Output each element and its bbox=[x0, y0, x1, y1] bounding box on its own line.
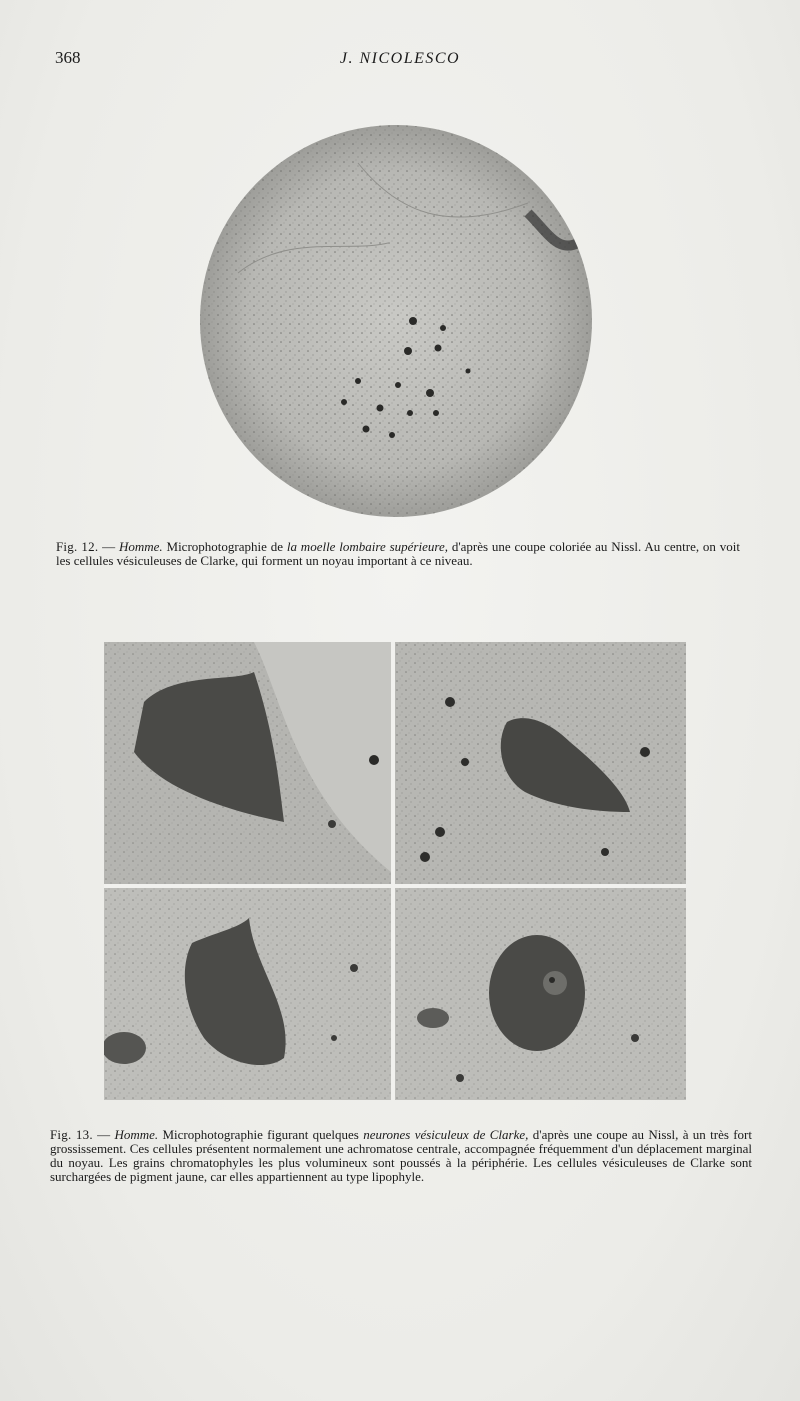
figure-13-subject: Homme. bbox=[114, 1127, 159, 1142]
figure-12-microphotograph bbox=[198, 123, 594, 519]
figure-13-microphotograph bbox=[104, 642, 686, 1100]
figure-12-label: Fig. 12. bbox=[56, 539, 99, 554]
figure-13-panel-top-left bbox=[104, 642, 391, 884]
page-number: 368 bbox=[55, 48, 81, 67]
figure-12-region: la moelle lombaire supérieure, bbox=[286, 539, 448, 554]
figure-12-dash: — bbox=[98, 539, 119, 554]
figure-13-panel-bottom-right bbox=[395, 888, 686, 1100]
figure-13-label: Fig. 13. bbox=[50, 1127, 93, 1142]
figure-13-text-a: Microphotographie figurant quelques bbox=[158, 1127, 364, 1142]
figure-13-dash: — bbox=[92, 1127, 115, 1142]
figure-13-caption bbox=[50, 1128, 752, 1184]
figure-13-panel-bottom-left bbox=[104, 888, 391, 1100]
figure-12-text-b: d'après une coupe coloriée au Nissl. Au centre, on voit les cellules vésiculeuses de Clarke, qui forment un noyau important à ce niveau. bbox=[56, 539, 740, 568]
running-title: J. NICOLESCO bbox=[339, 50, 461, 67]
figure-12-caption bbox=[56, 540, 740, 568]
figure-13-panel-top-right bbox=[395, 642, 686, 884]
figure-13-text-b: d'après une coupe au Nissl, à un très fort grossissement. Ces cellules présentent normalement une achromatose centrale, accompagnée fréquemment d'un déplacement marginal du noyau. Les grains chromatophyles les plus volumineux sont poussés à la périphérie. Les cellules vésiculeuses de Clarke sont surchargées de pigment jaune, car elles appartiennent au type lipophyle. bbox=[50, 1127, 752, 1184]
figure-12-subject: Homme. bbox=[118, 539, 163, 554]
figure-12-text-a: Microphotographie de bbox=[162, 539, 287, 554]
figure-13-neurons: neurones vésiculeux de Clarke, bbox=[363, 1127, 529, 1142]
